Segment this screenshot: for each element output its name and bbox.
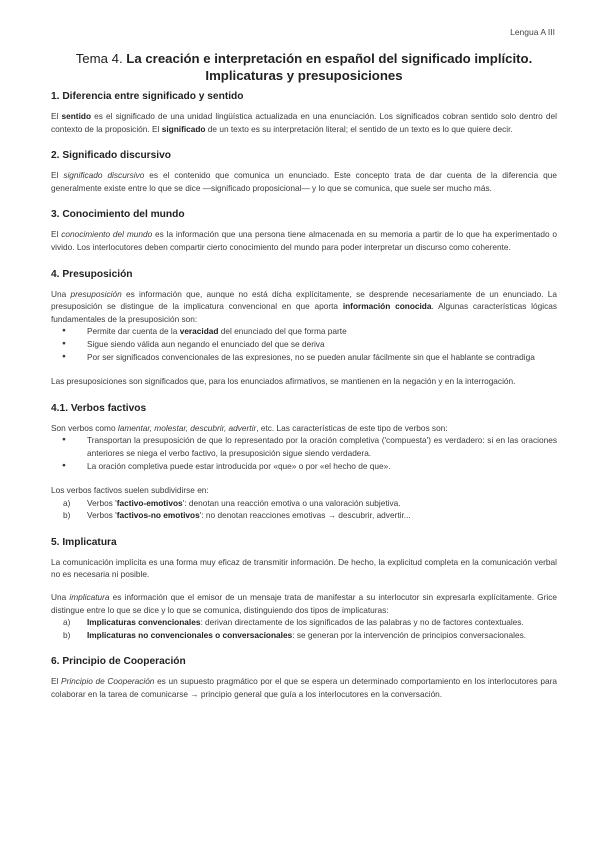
document-body bbox=[51, 90, 557, 715]
section-2 bbox=[51, 149, 557, 194]
list-item: ● Sigue siendo válida aun negando el enunciado del que se deriva bbox=[51, 338, 557, 351]
paragraph: El significado discursivo es el contenido que comunica un enunciado. Este concepto trata de dar cuenta de la diferencia que generalmente existe entre lo que se dice —significado proposicional— y lo que se comunica, que suele ser mucho más. bbox=[51, 170, 557, 193]
list-item: ● Transportan la presuposición de que lo representado por la oración completiva ('compuesta') es verdadero: si en las oraciones anteriores se niega el verbo factivo, la presuposición sigue siendo verdadera. bbox=[51, 434, 557, 459]
lettered-list bbox=[51, 497, 557, 522]
list-item: ● Por ser significados convencionales de las expresiones, no se pueden anular fácilmente sin que el hablante se contradiga bbox=[51, 351, 557, 364]
section-5 bbox=[51, 536, 557, 642]
lettered-list bbox=[51, 616, 557, 641]
section-heading: 2. Significado discursivo bbox=[51, 150, 172, 162]
list-item: b) Verbos 'factivos-no emotivos': no denotan reacciones emotivas → descubrir, advertir... bbox=[63, 510, 411, 521]
section-heading: 1. Diferencia entre significado y sentido bbox=[51, 91, 244, 102]
paragraph: El conocimiento del mundo es la información que una persona tiene almacenada en su memoria a partir de lo que ha experimentado o vivido. Los interlocutores deben compartir cierto conocimiento del mundo para poder interpretar un discurso como coherente. bbox=[51, 229, 558, 252]
paragraph: Son verbos como lamentar, molestar, descubrir, advertir, etc. Las características de este tipo de verbos son: bbox=[51, 422, 448, 433]
section-heading: 5. Implicatura bbox=[51, 536, 117, 548]
section-4 bbox=[51, 268, 557, 388]
section-1 bbox=[51, 90, 557, 135]
paragraph: Las presuposiciones son significados que, para los enunciados afirmativos, se mantienen en la negación y en la interrogación. bbox=[51, 376, 516, 387]
title-main: La creación e interpretación en español del significado implícito. Implicaturas y presuposiciones bbox=[126, 51, 533, 83]
section-4-1 bbox=[51, 402, 557, 522]
page-title bbox=[51, 50, 557, 84]
paragraph: La comunicación implícita es una forma muy eficaz de transmitir información. De hecho, la explicitud completa en la comunicación verbal no es necesaria ni posible. bbox=[51, 556, 557, 580]
section-heading: 6. Principio de Cooperación bbox=[51, 656, 186, 668]
paragraph: Una implicatura es información que el emisor de un mensaje trata de manifestar a su interlocutor sin expresarla explícitamente. Grice distingue entre lo que se dice y lo que se comunica, distinguiendo dos tipos de implicaturas: bbox=[51, 592, 558, 615]
paragraph: Una presuposición es información que, aunque no está dicha explícitamente, se desprende necesariamente de un enunciado. La presuposición se distingue de la implicatura convencional en que aporta información conocida. Algunas características lógicas fundamentales de la presuposición son: bbox=[51, 288, 558, 324]
list-item: a) Implicaturas convencionales: derivan directamente de los significados de las palabras y no de factores contextuales. bbox=[63, 617, 524, 628]
list-item: b) Implicaturas no convencionales o conversacionales: se generan por la intervención de principios conversacionales. bbox=[63, 629, 527, 640]
section-heading: 4.1. Verbos factivos bbox=[51, 402, 147, 414]
paragraph: El sentido es el significado de una unidad lingüística actualizada en una enunciación. Los significados cobran sentido solo dentro del contexto de la proposición. El significado de un texto es su interpretación literal; el sentido de un texto es lo que quiere decir. bbox=[51, 111, 557, 134]
list-item: ● Permite dar cuenta de la veracidad del enunciado del que forma parte bbox=[51, 325, 557, 338]
bullet-list bbox=[51, 325, 557, 363]
list-item: a) Verbos 'factivo-emotivos': denotan una reacción emotiva o una valoración subjetiva. bbox=[63, 497, 401, 508]
bullet-list bbox=[51, 434, 557, 472]
paragraph: El Principio de Cooperación es un supuesto pragmático por el que se espera un determinado comportamiento en los interlocutores para colaborar en la tarea de comunicarse → principio general que guía a los interlocutores en la conversación. bbox=[51, 676, 557, 700]
section-6 bbox=[51, 655, 557, 700]
section-heading: 3. Conocimiento del mundo bbox=[51, 209, 185, 221]
paragraph: Los verbos factivos suelen subdividirse en: bbox=[51, 485, 209, 496]
section-3 bbox=[51, 208, 557, 253]
list-item: ● La oración completiva puede estar introducida por «que» o por «el hecho de que». bbox=[51, 460, 557, 473]
title-prefix: Tema 4. bbox=[75, 51, 127, 66]
course-label: Lengua A III bbox=[510, 27, 555, 37]
section-heading: 4. Presuposición bbox=[51, 268, 133, 280]
